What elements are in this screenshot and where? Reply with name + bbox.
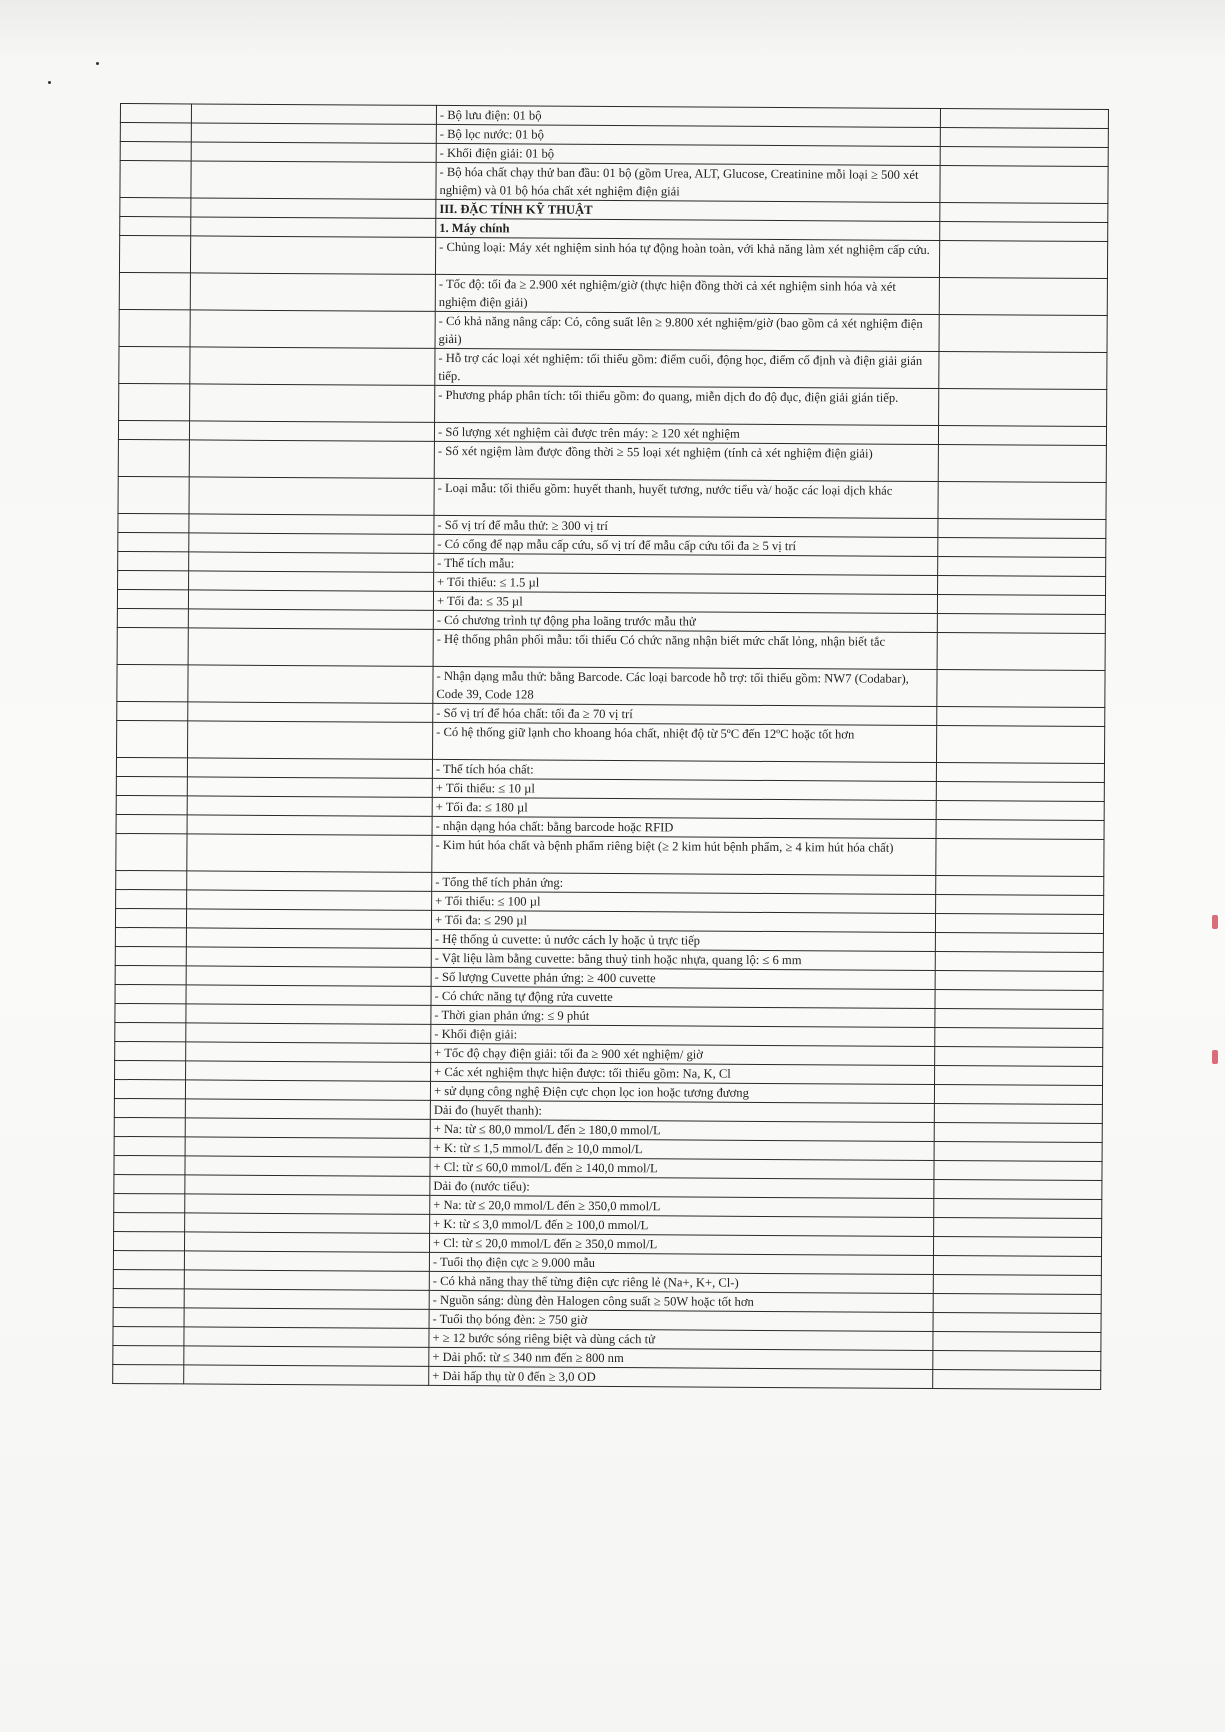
specification-cell: + Tối đa: ≤ 290 µl <box>431 910 935 932</box>
specification-cell: 1. Máy chính <box>436 218 940 240</box>
note-cell <box>933 1350 1101 1370</box>
index-cell <box>114 1079 185 1098</box>
specification-cell: + Cl: từ ≤ 20,0 mmol/L đến ≥ 350,0 mmol/L <box>429 1233 933 1255</box>
table-row <box>119 309 1107 352</box>
specification-cell: - Tổng thể tích phản ứng: <box>432 872 936 894</box>
note-cell <box>936 819 1104 839</box>
item-name-cell <box>191 161 436 199</box>
item-name-cell <box>186 909 431 929</box>
index-cell <box>113 1288 184 1307</box>
note-cell <box>934 1141 1102 1161</box>
table-row <box>117 720 1105 763</box>
specification-cell: + Tốc độ chạy điện giải: tối đa ≥ 900 xét nghiệm/ giờ <box>431 1043 935 1065</box>
specification-cell: Dải đo (huyết thanh): <box>430 1100 934 1122</box>
index-cell <box>115 965 186 984</box>
note-cell <box>935 1027 1103 1047</box>
index-cell <box>114 1155 185 1174</box>
index-cell <box>114 1136 185 1155</box>
note-cell <box>939 352 1107 390</box>
item-name-cell <box>186 1023 431 1043</box>
specification-cell: - Tuổi thọ điện cực ≥ 9.000 mẫu <box>429 1252 933 1274</box>
note-cell <box>939 315 1107 353</box>
specification-table-body <box>113 104 1109 1390</box>
item-name-cell <box>184 1270 429 1290</box>
specification-cell: + Tối đa: ≤ 180 µl <box>432 797 936 819</box>
note-cell <box>934 1122 1102 1142</box>
note-cell <box>936 800 1104 820</box>
item-name-cell <box>189 552 434 572</box>
specification-cell: - Khối điện giải: 01 bộ <box>436 143 940 165</box>
item-name-cell <box>185 1099 430 1119</box>
index-cell <box>119 383 190 420</box>
index-cell <box>117 589 188 608</box>
specification-cell: - Hệ thống phân phối mẫu: tối thiểu Có chức năng nhận biết mức chất lỏng, nhận biết tắc <box>433 629 937 669</box>
note-cell <box>934 1103 1102 1123</box>
note-cell <box>935 913 1103 933</box>
item-name-cell <box>188 590 433 610</box>
note-cell <box>940 128 1108 148</box>
item-name-cell <box>188 609 433 629</box>
item-name-cell <box>186 1004 431 1024</box>
index-cell <box>115 908 186 927</box>
table-row <box>120 161 1108 204</box>
item-name-cell <box>191 217 436 237</box>
item-name-cell <box>184 1346 429 1366</box>
index-cell <box>113 1345 184 1364</box>
item-name-cell <box>187 758 432 778</box>
specification-cell: - Bộ lọc nước: 01 bộ <box>436 124 940 146</box>
specification-cell: - Có khả năng thay thế từng điện cực riêng lẻ (Na+, K+, Cl-) <box>429 1271 933 1293</box>
item-name-cell <box>187 871 432 891</box>
note-cell <box>937 614 1105 634</box>
specification-cell: - Có khả năng nâng cấp: Có, công suất lên ≥ 9.800 xét nghiệm/giờ (bao gồm cả xét nghiệm điện giải) <box>435 311 939 351</box>
note-cell <box>940 203 1108 223</box>
item-name-cell <box>184 1308 429 1328</box>
note-cell <box>937 707 1105 727</box>
item-name-cell <box>190 236 435 274</box>
specification-cell: - Thể tích mẫu: <box>434 553 938 575</box>
note-cell <box>935 989 1103 1009</box>
specification-table <box>112 103 1109 1390</box>
item-name-cell <box>187 890 432 910</box>
note-cell <box>933 1369 1101 1389</box>
index-cell <box>115 1022 186 1041</box>
note-cell <box>934 1179 1102 1199</box>
specification-cell: - Có cổng để nạp mẫu cấp cứu, số vị trí để mẫu cấp cứu tối đa ≥ 5 vị trí <box>434 534 938 556</box>
item-name-cell <box>185 1194 430 1214</box>
item-name-cell <box>184 1251 429 1271</box>
specification-cell: - Loại mẫu: tối thiểu gồm: huyết thanh, huyết tương, nước tiểu và/ hoặc các loại dịch khác <box>434 478 938 518</box>
note-cell <box>936 726 1104 764</box>
item-name-cell <box>189 514 434 534</box>
specification-cell: - Hệ thống ủ cuvette: ủ nước cách ly hoặc ủ trực tiếp <box>431 929 935 951</box>
specification-cell: + Tối đa: ≤ 35 µl <box>433 591 937 613</box>
note-cell <box>938 482 1106 520</box>
index-cell <box>116 757 187 776</box>
index-cell <box>113 1269 184 1288</box>
specification-cell: - Số vị trí để mẫu thử: ≥ 300 vị trí <box>434 515 938 537</box>
note-cell <box>934 1084 1102 1104</box>
item-name-cell <box>184 1365 429 1385</box>
item-name-cell <box>190 384 435 422</box>
specification-cell: - Thể tích hóa chất: <box>432 759 936 781</box>
note-cell <box>938 557 1106 577</box>
note-cell <box>938 426 1106 446</box>
note-cell <box>937 670 1105 708</box>
note-cell <box>934 1217 1102 1237</box>
note-cell <box>933 1274 1101 1294</box>
note-cell <box>936 762 1104 782</box>
specification-cell: + Các xét nghiệm thực hiện được: tối thiểu gồm: Na, K, Cl <box>431 1062 935 1084</box>
note-cell <box>934 1198 1102 1218</box>
note-cell <box>938 519 1106 539</box>
specification-cell: - Nguồn sáng: dùng đèn Halogen công suất ≥ 50W hoặc tốt hơn <box>429 1290 933 1312</box>
item-name-cell <box>185 1156 430 1176</box>
red-stamp-fragment <box>1212 1050 1218 1064</box>
index-cell <box>113 1326 184 1345</box>
specification-cell: + Tối thiểu: ≤ 1.5 µl <box>434 572 938 594</box>
note-cell <box>935 1046 1103 1066</box>
specification-cell: + Tối thiểu: ≤ 10 µl <box>432 778 936 800</box>
index-cell <box>118 420 189 439</box>
index-cell <box>120 123 191 142</box>
red-stamp-fragment <box>1212 915 1218 929</box>
specification-cell: + K: từ ≤ 3,0 mmol/L đến ≥ 100,0 mmol/L <box>430 1214 934 1236</box>
specification-cell: - Phương pháp phân tích: tối thiểu gồm: đo quang, miễn dịch đo độ đục, điện giải gián tiếp. <box>435 385 939 425</box>
note-cell <box>936 781 1104 801</box>
index-cell <box>120 104 191 123</box>
specification-cell: + Cl: từ ≤ 60,0 mmol/L đến ≥ 140,0 mmol/L <box>430 1157 934 1179</box>
note-cell <box>935 932 1103 952</box>
index-cell <box>116 870 187 889</box>
specification-cell: + Na: từ ≤ 80,0 mmol/L đến ≥ 180,0 mmol/L <box>430 1119 934 1141</box>
item-name-cell <box>186 928 431 948</box>
index-cell <box>117 720 188 757</box>
index-cell <box>120 217 191 236</box>
index-cell <box>120 198 191 217</box>
index-cell <box>118 570 189 589</box>
item-name-cell <box>187 796 432 816</box>
specification-cell: - Chủng loại: Máy xét nghiệm sinh hóa tự động hoàn toàn, với khả năng làm xét nghiệm cấp cứu. <box>435 237 939 277</box>
index-cell <box>117 664 188 701</box>
specification-cell: + Dải phổ: từ ≤ 340 nm đến ≥ 800 nm <box>429 1347 933 1369</box>
note-cell <box>939 389 1107 427</box>
item-name-cell <box>188 721 433 759</box>
index-cell <box>119 309 190 346</box>
index-cell <box>115 984 186 1003</box>
index-cell <box>119 272 190 309</box>
index-cell <box>115 1041 186 1060</box>
index-cell <box>114 1117 185 1136</box>
item-name-cell <box>187 815 432 835</box>
item-name-cell <box>191 142 436 162</box>
index-cell <box>116 795 187 814</box>
note-cell <box>939 278 1107 316</box>
index-cell <box>115 1003 186 1022</box>
note-cell <box>939 241 1107 279</box>
specification-cell: - Có chương trình tự động pha loãng trước mẫu thử <box>433 610 937 632</box>
note-cell <box>935 951 1103 971</box>
item-name-cell <box>185 1137 430 1157</box>
index-cell <box>113 1250 184 1269</box>
index-cell <box>118 532 189 551</box>
table-row <box>119 272 1107 315</box>
specification-cell: - Kim hút hóa chất và bệnh phẩm riêng biệt (≥ 2 kim hút bệnh phẩm, ≥ 4 kim hút hóa chất) <box>432 835 936 875</box>
index-cell <box>113 1307 184 1326</box>
specification-cell: - Số xét ngiệm làm được đồng thời ≥ 55 loại xét nghiệm (tính cả xét nghiệm điện giải) <box>434 441 938 481</box>
index-cell <box>120 142 191 161</box>
index-cell <box>116 814 187 833</box>
table-row <box>117 664 1105 707</box>
item-name-cell <box>186 985 431 1005</box>
specification-cell: - Có chức năng tự động rửa cuvette <box>431 986 935 1008</box>
specification-cell: - Số lượng Cuvette phản ứng: ≥ 400 cuvette <box>431 967 935 989</box>
specification-cell: - Bộ lưu điện: 01 bộ <box>436 105 940 127</box>
note-cell <box>933 1293 1101 1313</box>
item-name-cell <box>188 702 433 722</box>
item-name-cell <box>187 777 432 797</box>
item-name-cell <box>189 421 434 441</box>
note-cell <box>940 222 1108 242</box>
specification-cell: + K: từ ≤ 1,5 mmol/L đến ≥ 10,0 mmol/L <box>430 1138 934 1160</box>
scan-speck <box>96 62 99 65</box>
item-name-cell <box>186 966 431 986</box>
item-name-cell <box>187 834 432 872</box>
specification-cell: - Thời gian phản ứng: ≤ 9 phút <box>431 1005 935 1027</box>
specification-cell: - Tuổi thọ bóng đèn: ≥ 750 giờ <box>429 1309 933 1331</box>
index-cell <box>117 627 188 664</box>
specification-cell: - nhận dạng hóa chất: bằng barcode hoặc RFID <box>432 816 936 838</box>
item-name-cell <box>184 1232 429 1252</box>
table-row <box>118 439 1106 482</box>
specification-cell: + Dải hấp thụ từ 0 đến ≥ 3,0 OD <box>429 1366 933 1388</box>
specification-cell: Dải đo (nước tiểu): <box>430 1176 934 1198</box>
specification-cell: + ≥ 12 bước sóng riêng biệt và dùng cách tử <box>429 1328 933 1350</box>
item-name-cell <box>190 347 435 385</box>
index-cell <box>113 1364 184 1383</box>
specification-cell: - Vật liệu làm bằng cuvette: bằng thuỷ tinh hoặc nhựa, quang lộ: ≤ 6 mm <box>431 948 935 970</box>
item-name-cell <box>185 1213 430 1233</box>
table-row <box>117 627 1105 670</box>
item-name-cell <box>189 477 434 515</box>
specification-cell: + Na: từ ≤ 20,0 mmol/L đến ≥ 350,0 mmol/L <box>430 1195 934 1217</box>
item-name-cell <box>189 571 434 591</box>
table-row <box>118 476 1106 519</box>
item-name-cell <box>190 273 435 311</box>
item-name-cell <box>185 1118 430 1138</box>
item-name-cell <box>191 123 436 143</box>
note-cell <box>933 1255 1101 1275</box>
index-cell <box>114 1098 185 1117</box>
index-cell <box>120 161 191 198</box>
note-cell <box>933 1236 1101 1256</box>
item-name-cell <box>189 533 434 553</box>
index-cell <box>113 1231 184 1250</box>
index-cell <box>115 927 186 946</box>
index-cell <box>114 1174 185 1193</box>
item-name-cell <box>186 1061 431 1081</box>
specification-cell: + Tối thiểu: ≤ 100 µl <box>432 891 936 913</box>
item-name-cell <box>188 628 433 666</box>
index-cell <box>119 236 190 273</box>
note-cell <box>938 445 1106 483</box>
note-cell <box>938 576 1106 596</box>
item-name-cell <box>186 947 431 967</box>
note-cell <box>938 538 1106 558</box>
table-row <box>116 833 1104 876</box>
table-row <box>119 236 1107 279</box>
index-cell <box>118 551 189 570</box>
note-cell <box>935 1008 1103 1028</box>
note-cell <box>935 970 1103 990</box>
specification-cell: - Hỗ trợ các loại xét nghiệm: tối thiểu gồm: điểm cuối, động học, điểm cố định và điện giải gián tiếp. <box>435 348 939 388</box>
note-cell <box>935 1065 1103 1085</box>
item-name-cell <box>185 1175 430 1195</box>
note-cell <box>936 838 1104 876</box>
specification-cell: - Bộ hóa chất chạy thử ban đầu: 01 bộ (gồm Urea, ALT, Glucose, Creatinine mỗi loại ≥ 500 xét nghiệm) và 01 bộ hóa chất xét nghiệm điện giải <box>436 162 940 202</box>
index-cell <box>115 946 186 965</box>
item-name-cell <box>191 198 436 218</box>
specification-cell: + sử dụng công nghệ Điện cực chọn lọc ion hoặc tương đương <box>430 1081 934 1103</box>
note-cell <box>937 633 1105 671</box>
note-cell <box>937 595 1105 615</box>
item-name-cell <box>190 310 435 348</box>
specification-cell: III. ĐẶC TÍNH KỸ THUẬT <box>436 199 940 221</box>
item-name-cell <box>188 665 433 703</box>
index-cell <box>117 608 188 627</box>
item-name-cell <box>191 104 436 124</box>
index-cell <box>117 701 188 720</box>
index-cell <box>114 1212 185 1231</box>
index-cell <box>116 833 187 870</box>
note-cell <box>934 1160 1102 1180</box>
note-cell <box>940 109 1108 129</box>
specification-cell: - Nhận dạng mẫu thử: bằng Barcode. Các loại barcode hỗ trợ: tối thiểu gồm: NW7 (Codabar), Code 39, Code 128 <box>433 666 937 706</box>
index-cell <box>118 439 189 476</box>
item-name-cell <box>184 1327 429 1347</box>
specification-cell: - Khối điện giải: <box>431 1024 935 1046</box>
item-name-cell <box>184 1289 429 1309</box>
note-cell <box>933 1331 1101 1351</box>
index-cell <box>114 1193 185 1212</box>
specification-cell: - Tốc độ: tối đa ≥ 2.900 xét nghiệm/giờ (thực hiện đồng thời cả xét nghiệm sinh hóa và xét nghiệm điện giải) <box>435 274 939 314</box>
index-cell <box>118 476 189 513</box>
table-row <box>119 346 1107 389</box>
specification-cell: - Số vị trí để hóa chất: tối đa ≥ 70 vị trí <box>433 703 937 725</box>
note-cell <box>940 166 1108 204</box>
index-cell <box>115 1060 186 1079</box>
scan-speck <box>48 81 51 84</box>
note-cell <box>940 147 1108 167</box>
index-cell <box>119 346 190 383</box>
index-cell <box>118 513 189 532</box>
note-cell <box>936 875 1104 895</box>
table-row <box>119 383 1107 426</box>
specification-cell: - Số lượng xét nghiệm cài được trên máy: ≥ 120 xét nghiệm <box>434 422 938 444</box>
item-name-cell <box>185 1080 430 1100</box>
note-cell <box>933 1312 1101 1332</box>
index-cell <box>116 889 187 908</box>
note-cell <box>936 894 1104 914</box>
specification-cell: - Có hệ thống giữ lạnh cho khoang hóa chất, nhiệt độ từ 5ºC đến 12ºC hoặc tốt hơn <box>432 722 936 762</box>
item-name-cell <box>189 440 434 478</box>
item-name-cell <box>186 1042 431 1062</box>
index-cell <box>116 776 187 795</box>
